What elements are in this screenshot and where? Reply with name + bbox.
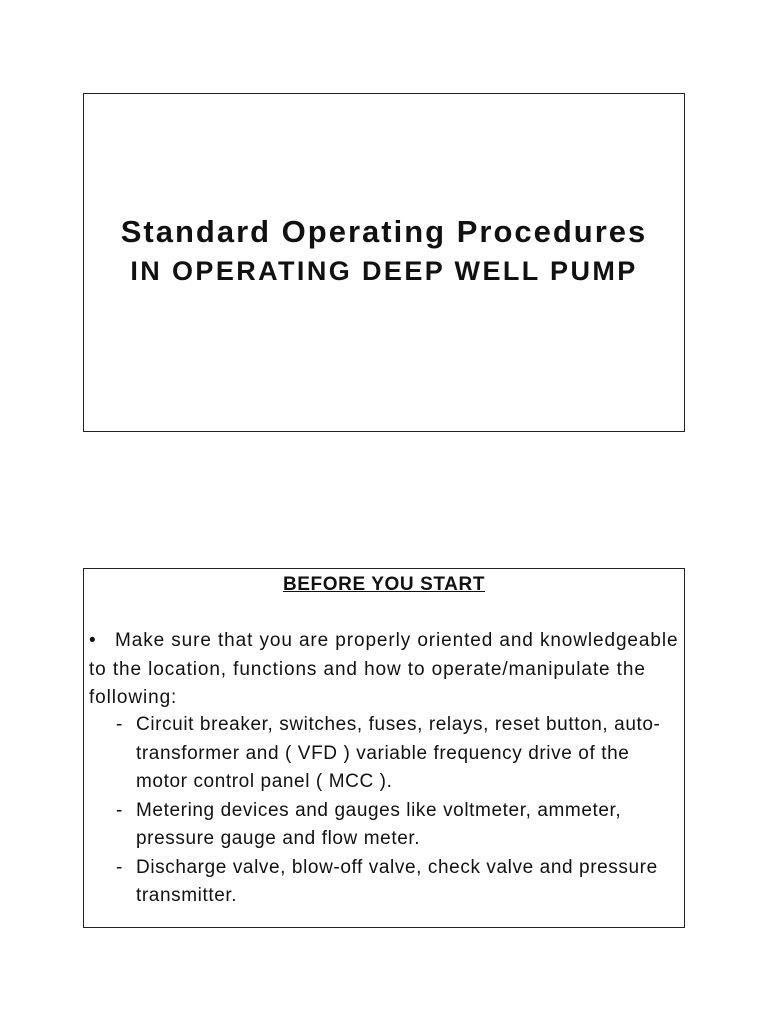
content-slide [83,568,685,928]
list-item [112,797,677,854]
list-item-text: Metering devices and gauges like voltmeter, ammeter, pressure gauge and flow meter. [136,799,622,849]
list-item [112,711,677,797]
bullet-icon: • [89,630,97,651]
title-block [84,212,684,290]
dash-marker: - [116,799,123,821]
list-item-text: Circuit breaker, switches, fuses, relays, reset button, auto-transformer and ( VFD ) variable frequency drive of the motor control panel ( MCC ). [136,714,661,792]
dash-marker: - [116,714,123,735]
document-subtitle: IN OPERATING DEEP WELL PUMP [130,256,638,286]
section-heading: BEFORE YOU START [282,574,486,595]
document-title: Standard Operating Procedures [120,214,648,249]
intro-paragraph [89,627,679,713]
title-slide [83,93,685,432]
list-item [112,854,677,911]
intro-text: Make sure that you are properly oriented and knowledgeable to the location, functions and how to operate/manipulate the following: [89,630,679,708]
list-item-text: Discharge valve, blow-off valve, check valve and pressure transmitter. [136,856,658,906]
dash-marker: - [116,856,123,878]
equipment-list [112,711,677,911]
